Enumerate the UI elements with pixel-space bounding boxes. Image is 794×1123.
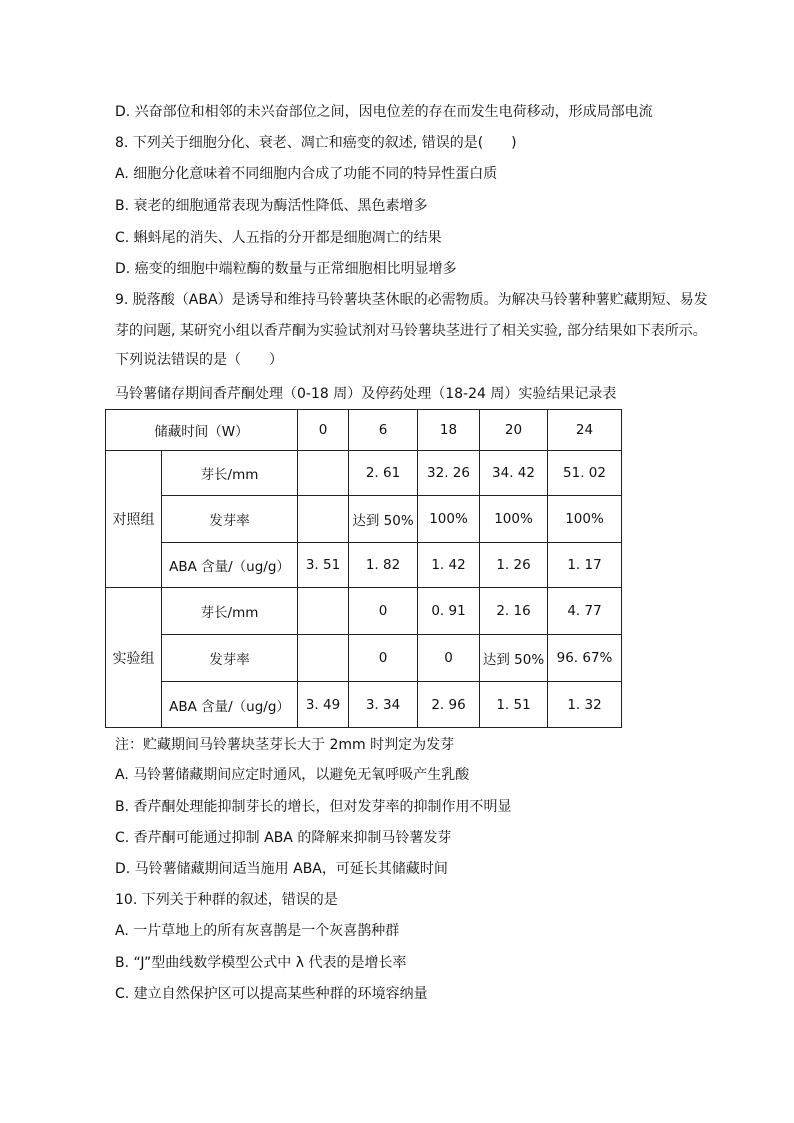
header-week: 20 — [480, 410, 548, 451]
q9-option-c: C. 香芹酮可能通过抑制 ABA 的降解来抑制马铃薯发芽 — [115, 830, 452, 846]
q9-table-note: 注：贮藏期间马铃薯块茎芽长大于 2mm 时判定为发芽 — [115, 737, 455, 753]
header-week: 6 — [349, 410, 418, 451]
q9-results-table — [105, 409, 622, 728]
table-cell: 3. 34 — [349, 682, 418, 728]
table-header-row — [106, 410, 622, 451]
q8-option-c: C. 蝌蚪尾的消失、人五指的分开都是细胞凋亡的结果 — [115, 230, 442, 246]
q9-option-a: A. 马铃薯储藏期间应定时通风，以避免无氧呼吸产生乳酸 — [115, 767, 470, 783]
table-cell — [298, 496, 349, 543]
q8-option-a: A. 细胞分化意味着不同细胞内合成了功能不同的特异性蛋白质 — [115, 166, 498, 182]
table-cell: 2. 61 — [349, 451, 418, 496]
table-cell: 1. 51 — [480, 682, 548, 728]
table-cell: 达到 50% — [480, 635, 548, 682]
table-row — [106, 588, 622, 635]
row-label: ABA 含量/（ug/g） — [162, 682, 298, 728]
table-cell: 1. 26 — [480, 543, 548, 588]
q8-stem: 8. 下列关于细胞分化、衰老、凋亡和癌变的叙述, 错误的是( ) — [115, 135, 517, 151]
table-cell: 100% — [418, 496, 480, 543]
table-cell: 0 — [349, 635, 418, 682]
table-cell: 34. 42 — [480, 451, 548, 496]
row-label: 芽长/mm — [162, 451, 298, 496]
table-row — [106, 496, 622, 543]
row-label: 发芽率 — [162, 635, 298, 682]
table-cell: 1. 42 — [418, 543, 480, 588]
header-storage-time: 储藏时间（W） — [106, 410, 298, 451]
q7-option-d: D. 兴奋部位和相邻的未兴奋部位之间，因电位差的存在而发生电荷移动，形成局部电流 — [115, 104, 653, 120]
group-label-control: 对照组 — [106, 451, 162, 588]
table-cell: 32. 26 — [418, 451, 480, 496]
q10-option-c: C. 建立自然保护区可以提高某些种群的环境容纳量 — [115, 986, 428, 1002]
q9-table-caption: 马铃薯储存期间香芹酮处理（0-18 周）及停药处理（18-24 周）实验结果记录表 — [115, 386, 617, 402]
q10-stem: 10. 下列关于种群的叙述，错误的是 — [115, 892, 338, 908]
table-cell: 96. 67% — [548, 635, 622, 682]
table-cell: 1. 82 — [349, 543, 418, 588]
table-cell: 0 — [418, 635, 480, 682]
q8-option-d: D. 癌变的细胞中端粒酶的数量与正常细胞相比明显增多 — [115, 261, 457, 277]
table-cell: 4. 77 — [548, 588, 622, 635]
q9-stem-line2: 芽的问题, 某研究小组以香芹酮为实验试剂对马铃薯块茎进行了相关实验, 部分结果如下表所示。 — [115, 323, 707, 339]
header-week: 24 — [548, 410, 622, 451]
row-label: 芽长/mm — [162, 588, 298, 635]
table-cell: 0. 91 — [418, 588, 480, 635]
table-cell — [298, 451, 349, 496]
table-cell: 3. 51 — [298, 543, 349, 588]
row-label: ABA 含量/（ug/g） — [162, 543, 298, 588]
table-cell — [298, 635, 349, 682]
header-week: 0 — [298, 410, 349, 451]
table-cell: 2. 96 — [418, 682, 480, 728]
table-row — [106, 682, 622, 728]
q10-option-b: B. “J”型曲线数学模型公式中 λ 代表的是增长率 — [115, 955, 407, 971]
table-cell: 100% — [548, 496, 622, 543]
table-cell: 100% — [480, 496, 548, 543]
row-label: 发芽率 — [162, 496, 298, 543]
group-label-experiment: 实验组 — [106, 588, 162, 728]
table-row — [106, 635, 622, 682]
table-cell — [298, 588, 349, 635]
q10-option-a: A. 一片草地上的所有灰喜鹊是一个灰喜鹊种群 — [115, 923, 400, 939]
q9-option-b: B. 香芹酮处理能抑制芽长的增长，但对发芽率的抑制作用不明显 — [115, 799, 512, 815]
q9-stem-line3: 下列说法错误的是（ ） — [115, 352, 283, 368]
table-cell: 达到 50% — [349, 496, 418, 543]
table-row — [106, 451, 622, 496]
table-cell: 1. 32 — [548, 682, 622, 728]
table-row — [106, 543, 622, 588]
table-cell: 0 — [349, 588, 418, 635]
table-cell: 3. 49 — [298, 682, 349, 728]
q8-option-b: B. 衰老的细胞通常表现为酶活性降低、黑色素增多 — [115, 198, 428, 214]
table-cell: 51. 02 — [548, 451, 622, 496]
header-week: 18 — [418, 410, 480, 451]
table-cell: 1. 17 — [548, 543, 622, 588]
q9-option-d: D. 马铃薯储藏期间适当施用 ABA，可延长其储藏时间 — [115, 861, 448, 877]
table-cell: 2. 16 — [480, 588, 548, 635]
q9-stem-line1: 9. 脱落酸（ABA）是诱导和维持马铃薯块茎休眠的必需物质。为解决马铃薯种薯贮藏期短、易发 — [115, 292, 708, 308]
